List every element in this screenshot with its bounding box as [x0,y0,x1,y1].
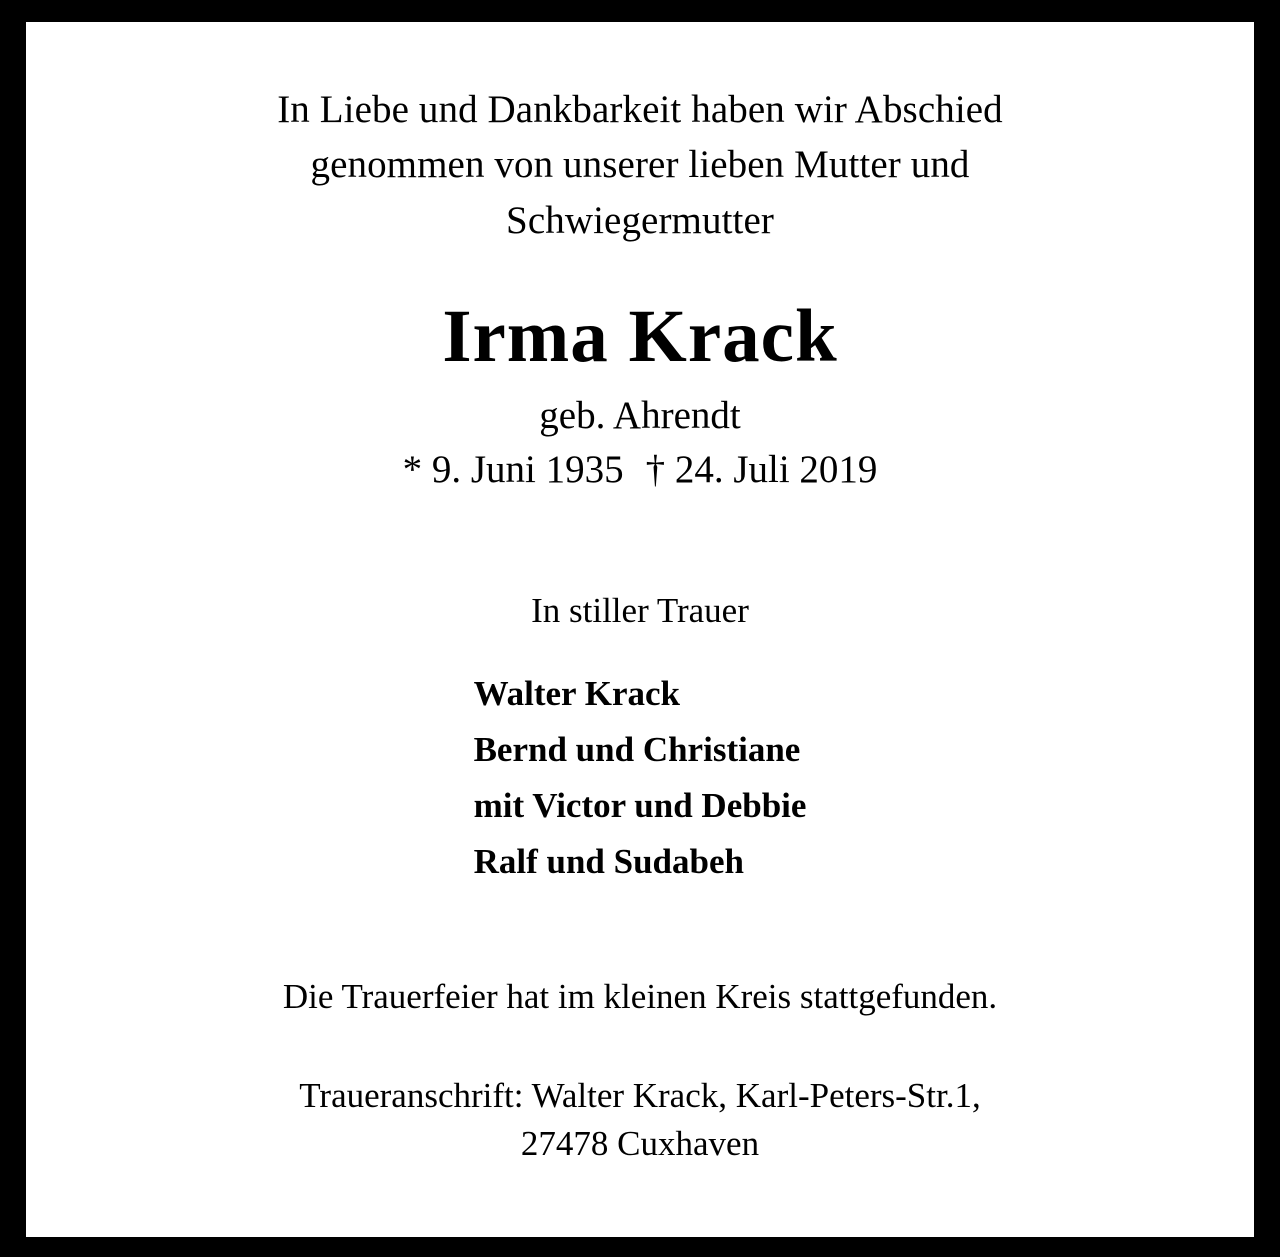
birth-date: * 9. Juni 1935 [402,448,624,492]
mourner-4: Ralf und Sudabeh [473,842,744,882]
ceremony-note: Die Trauerfeier hat im kleinen Kreis stattgefunden. [282,977,998,1017]
mourner-1: Walter Krack [473,674,680,714]
mourning-label: In stiller Trauer [531,591,749,631]
condolence-address [96,1072,1184,1169]
obituary-card [26,22,1254,1237]
address-line-2: 27478 Cuxhaven [520,1124,760,1164]
address-line-1: Traueranschrift: Walter Krack, Karl-Peters-Str.1, [299,1075,981,1115]
mourner-2: Bernd und Christiane [473,730,801,770]
life-dates [96,447,1184,494]
mourner-3: mit Victor und Debbie [473,786,807,826]
intro-line-1: In Liebe und Dankbarkeit haben wir Abschied [277,88,1003,131]
mourners-list [474,666,807,890]
intro-line-2: genommen von unserer lieben Mutter und [310,143,970,187]
death-date: † 24. Juli 2019 [645,448,878,492]
maiden-name: geb. Ahrendt [539,393,741,437]
deceased-name: Irma Krack [442,295,838,379]
intro-text [96,82,1184,248]
intro-line-3: Schwiegermutter [506,198,774,242]
